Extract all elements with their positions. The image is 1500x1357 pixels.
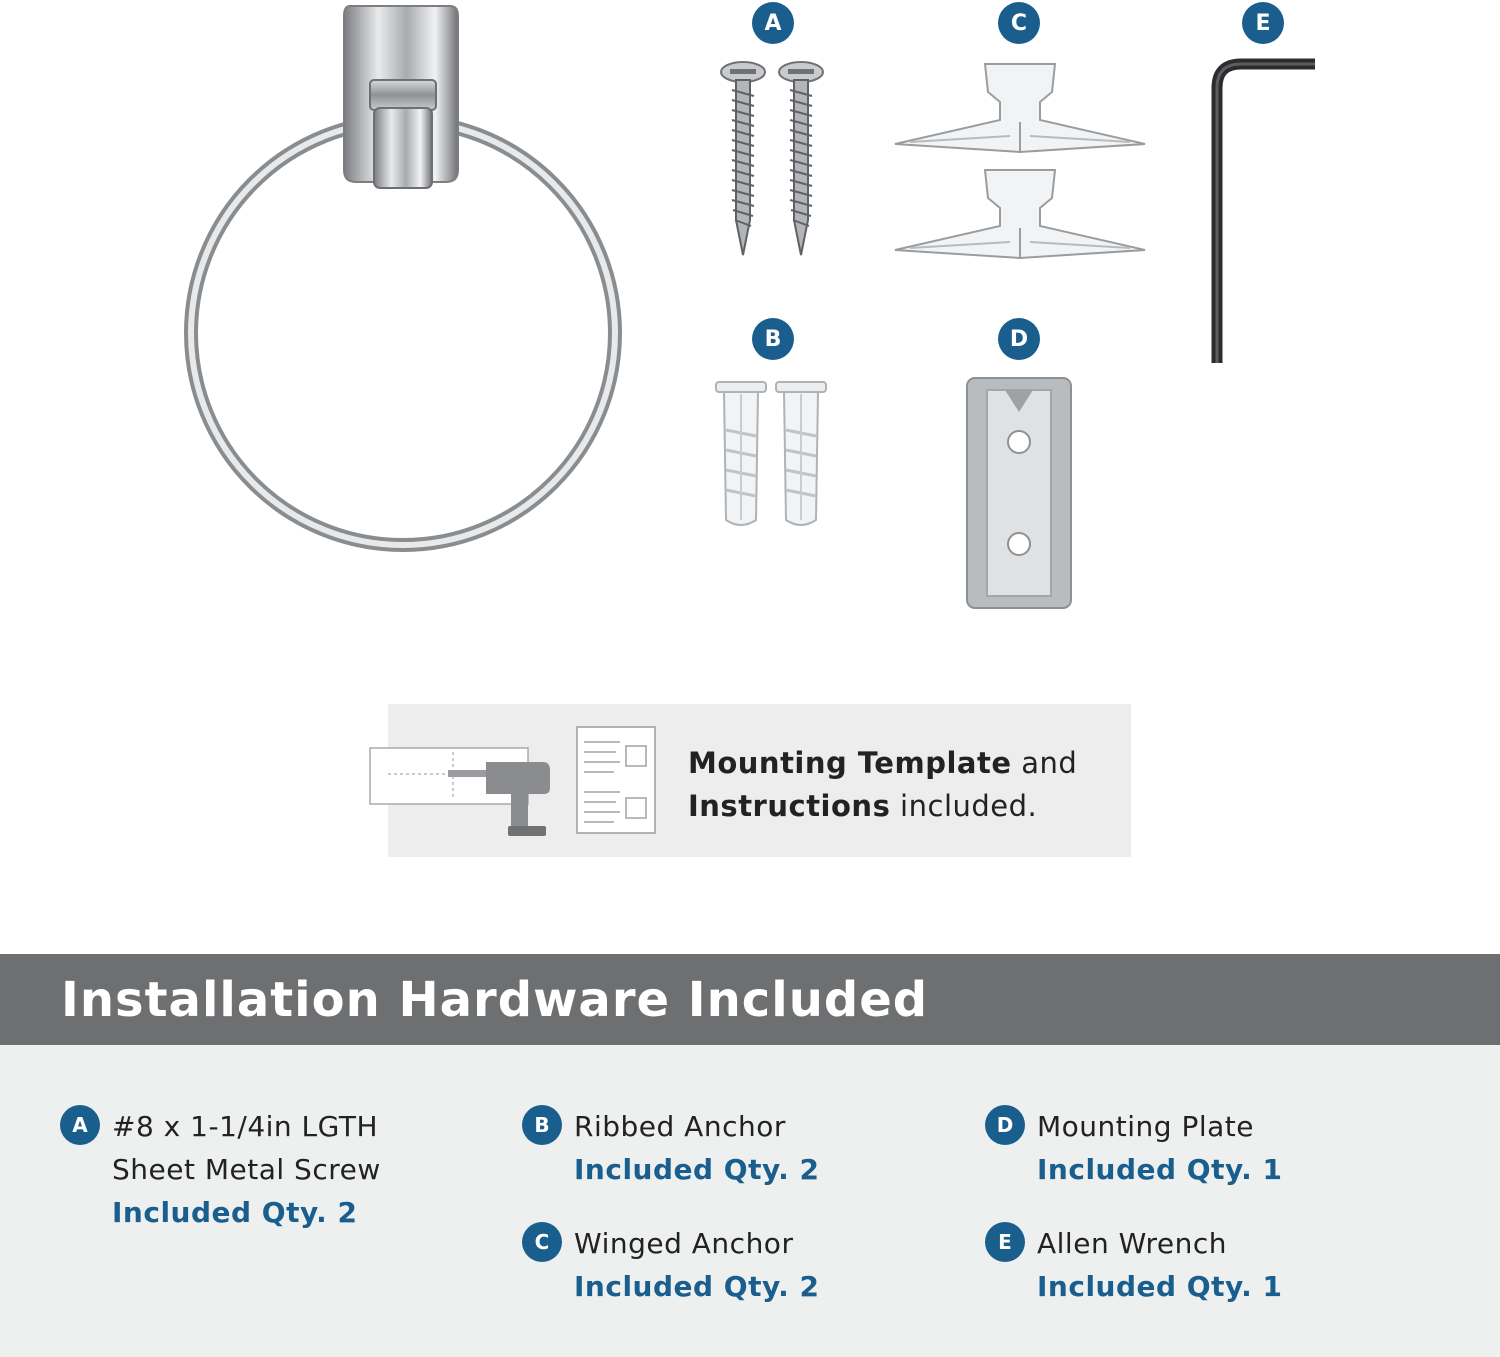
template-line2-bold: Instructions bbox=[688, 789, 891, 823]
item-name-line1: #8 x 1-1/4in LGTH bbox=[112, 1110, 379, 1143]
hardware-header bbox=[0, 954, 1500, 1045]
page-title: Installation Hardware Included bbox=[61, 972, 929, 1028]
screw-icon bbox=[718, 60, 828, 260]
instructions-sheet-icon bbox=[576, 726, 656, 836]
template-line1-bold: Mounting Template bbox=[688, 746, 1012, 780]
item-name-line1: Winged Anchor bbox=[574, 1227, 794, 1260]
item-qty: Included Qty. 1 bbox=[1037, 1270, 1283, 1303]
item-name-line1: Mounting Plate bbox=[1037, 1110, 1254, 1143]
item-badge-b: B bbox=[522, 1105, 562, 1145]
mounting-plate-icon bbox=[965, 376, 1075, 612]
item-badge-a: A bbox=[60, 1105, 100, 1145]
drill-icon bbox=[368, 744, 553, 839]
item-qty: Included Qty. 1 bbox=[1037, 1153, 1283, 1186]
item-name-line2: Sheet Metal Screw bbox=[112, 1153, 381, 1186]
item-name-line1: Allen Wrench bbox=[1037, 1227, 1228, 1260]
badge-b: B bbox=[752, 318, 794, 360]
ribbed-anchor-icon bbox=[712, 380, 837, 530]
towel-ring-icon bbox=[180, 0, 630, 545]
hardware-list bbox=[0, 1045, 1500, 1357]
item-qty: Included Qty. 2 bbox=[574, 1153, 820, 1186]
template-line2-rest: included. bbox=[890, 789, 1038, 823]
badge-a: A bbox=[752, 2, 794, 44]
item-qty: Included Qty. 2 bbox=[574, 1270, 820, 1303]
item-badge-d: D bbox=[985, 1105, 1025, 1145]
template-line1-rest: and bbox=[1011, 746, 1078, 780]
template-text bbox=[688, 742, 1118, 828]
item-badge-c: C bbox=[522, 1222, 562, 1262]
allen-wrench-icon bbox=[1205, 58, 1320, 370]
mounting-template-banner bbox=[388, 704, 1131, 857]
badge-e: E bbox=[1242, 2, 1284, 44]
badge-d: D bbox=[998, 318, 1040, 360]
winged-anchor-icon bbox=[890, 62, 1150, 262]
item-badge-e: E bbox=[985, 1222, 1025, 1262]
badge-c: C bbox=[998, 2, 1040, 44]
item-name-line1: Ribbed Anchor bbox=[574, 1110, 786, 1143]
item-qty: Included Qty. 2 bbox=[112, 1196, 358, 1229]
